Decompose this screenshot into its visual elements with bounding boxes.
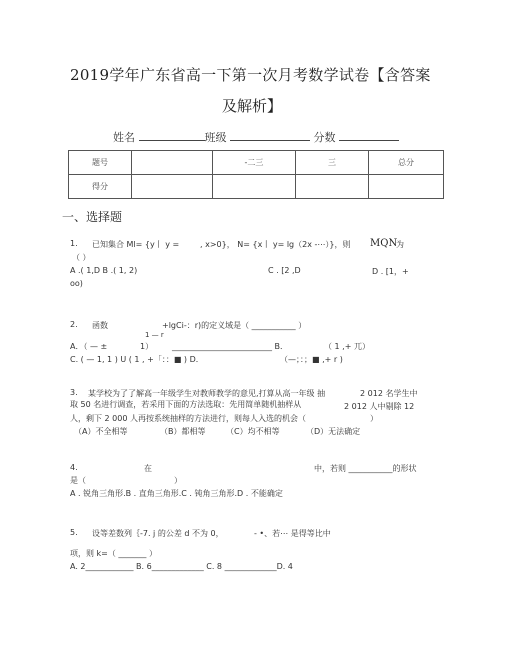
header-cell-question-no: 题号 <box>69 151 132 175</box>
score-label: 分数 <box>313 131 336 144</box>
q3-line3: 人，剩下 2 000 人再按系统抽样的方法进行，则每人入选的机会（ <box>70 414 306 423</box>
q2-option-b-tail: （ 1 ,+ 兀） <box>324 342 370 351</box>
header-cell-total: 总分 <box>369 151 444 175</box>
q4-stem: 在 <box>144 464 152 473</box>
q1-stem: 已知集合 Ml= {y丨 y = <box>92 240 180 249</box>
q5-options: A. 2____________ B. 6_____________ C. 8 _____________D. 4 <box>70 562 293 571</box>
q2-option-a-mid: 1） <box>140 342 154 351</box>
q1-number: 1. <box>70 239 78 248</box>
q4-line2-right: ） <box>174 476 182 485</box>
q2-stem-mid: +lgCi-：r)的定义域是（ ___________ ） <box>162 321 307 330</box>
q2-fraction-note: 1 — r <box>145 331 164 339</box>
q3-option-b: （B）都相等 <box>160 427 206 436</box>
q1-option-c: C . [2 ,D <box>268 266 301 275</box>
header-cell-blank <box>132 151 213 175</box>
score-cell-3 <box>296 175 369 199</box>
q2-number: 2. <box>70 320 78 329</box>
score-table-score-row <box>69 175 444 199</box>
q1-option-d: D . [1，+ <box>372 267 409 276</box>
header-cell-part-three: 三 <box>296 151 369 175</box>
page-title-line1: 2019学年广东省高一下第一次月考数学试卷【含答案 <box>70 66 431 84</box>
q3-line2: 取 50 名进行调查，若采用下面的方法选取：先用简单随机抽样从 <box>70 400 302 409</box>
q3-option-c: （C）均不相等 <box>226 427 280 436</box>
q5-stem-right: - •、若⋯ 是得等比中 <box>254 529 331 538</box>
q3-option-d: （D）无法确定 <box>306 427 361 436</box>
score-row-label: 得分 <box>69 175 132 199</box>
score-cell-2 <box>213 175 296 199</box>
q2-option-d: （—；：；■ ,+ r ) <box>280 355 343 364</box>
q3-line2-right: 2 012 人中剔除 12 <box>344 402 415 411</box>
score-table-header-row <box>69 151 444 175</box>
name-label: 姓名 <box>113 131 135 144</box>
q2-option-a: A．（ — ± <box>70 342 108 351</box>
q5-stem: 设等差数列｛-7. j 的公差 d 不为 0， <box>92 529 224 538</box>
q1-paren: （ ） <box>72 253 91 262</box>
q5-number: 5. <box>70 528 78 537</box>
q3-line3-right: ） <box>370 414 378 423</box>
header-cell-part-one-two: -二三 <box>213 151 296 175</box>
q1-option-ab: A .( 1,D B .( 1, 2) <box>70 266 138 275</box>
score-cell-total <box>369 175 444 199</box>
q4-stem-right: 中，若则 ___________的形状 <box>314 464 417 473</box>
q3-option-a: （A）不全相等 <box>74 427 128 436</box>
class-label: 班级 <box>204 131 227 144</box>
class-blank <box>230 130 310 141</box>
q1-stem-tail: 为 <box>396 240 404 249</box>
q4-options: A . 锐角三角形.B . 直角三角形.C . 钝角三角形.D . 不能确定 <box>70 489 283 498</box>
q2-option-b: _________________________ B． <box>172 342 289 351</box>
q3-line1: 某学校为了了解高一年级学生对教师教学的意见,打算从高一年级 抽 <box>88 389 326 398</box>
name-blank <box>139 130 205 141</box>
q1-stem-end: MQN <box>370 238 398 249</box>
q1-stem-mid: , x>0}， N= {x丨 y= lg（2x -⋯）}，则 <box>200 240 351 249</box>
score-table <box>68 150 444 199</box>
section-title: 一、选择题 <box>62 210 123 224</box>
q2-stem: 函数 <box>92 321 108 330</box>
q4-number: 4. <box>70 463 78 472</box>
q3-number: 3. <box>70 388 78 397</box>
q4-line2: 是（ <box>70 476 86 485</box>
score-blank <box>339 130 399 141</box>
score-cell-1 <box>132 175 213 199</box>
q1-option-d-tail: oo) <box>70 279 83 288</box>
page-title-line2: 及解析】 <box>222 97 283 115</box>
q2-option-cd: C. ( — 1, 1 ) U ( 1 , +「：：■ ) D． <box>70 355 204 364</box>
q5-line2: 项，则 k=（ _______ ） <box>70 549 157 558</box>
student-info-line <box>113 129 399 145</box>
q3-line1-right: 2 012 名学生中 <box>360 389 418 398</box>
